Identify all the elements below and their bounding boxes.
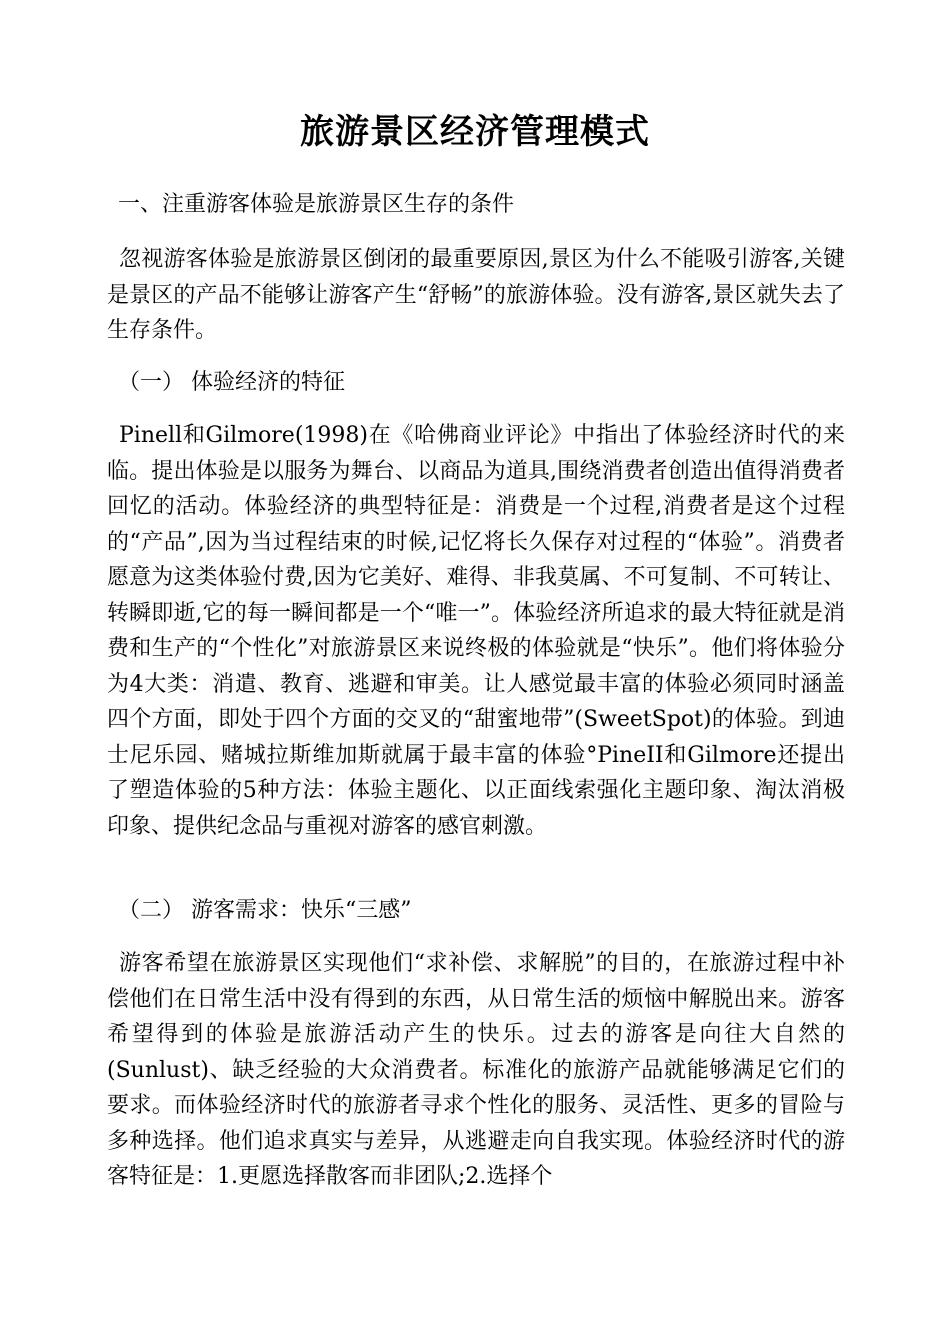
subsection-heading: （一） 体验经济的特征: [118, 370, 345, 395]
subsection-heading: （二） 游客需求：快乐“三感”: [118, 898, 412, 923]
paragraph: 游客希望在旅游景区实现他们“求补偿、求解脱”的目的，在旅游过程中补偿他们在日常生活中没有得到的东西，从日常生活的烦恼中解脱出来。游客希望得到的体验是旅游活动产生的快乐。过去的游客是向往大自然的(Sunlust)、缺乏经验的大众消费者。标准化的旅游产品就能够满足它们的要求。而体验经济时代的旅游者寻求个性化的服务、灵活性、更多的冒险与多种选择。他们追求真实与差异，从逃避走向自我实现。体验经济时代的游客特征是：1.更愿选择散客而非团队;2.选择个: [107, 951, 845, 1189]
section-heading: 一、注重游客体验是旅游景区生存的条件: [118, 192, 515, 217]
document-title: 旅游景区经济管理模式: [300, 112, 650, 152]
paragraph: Pinell和Gilmore(1998)在《哈佛商业评论》中指出了体验经济时代的来临。提出体验是以服务为舞台、以商品为道具,围绕消费者创造出值得消费者回忆的活动。体验经济的典型特征是：消费是一个过程,消费者是这个过程的“产品”,因为当过程结束的时候,记忆将长久保存对过程的“体验”。消费者愿意为这类体验付费,因为它美好、难得、非我莫属、不可复制、不可转让、转瞬即逝,它的每一瞬间都是一个“唯一”。体验经济所追求的最大特征就是消费和生产的“个性化”对旅游景区来说终极的体验就是“快乐”。他们将体验分为4大类：消遣、教育、逃避和审美。让人感觉最丰富的体验必须同时涵盖四个方面，即处于四个方面的交叉的“甜蜜地带”(SweetSpot)的体验。到迪士尼乐园、赌城拉斯维加斯就属于最丰富的体验°PineII和Gilmore还提出了塑造体验的5种方法：体验主题化、以正面线索强化主题印象、淘汰消极印象、提供纪念品与重视对游客的感官刺激。: [107, 423, 845, 839]
paragraph: 忽视游客体验是旅游景区倒闭的最重要原因,景区为什么不能吸引游客,关键是景区的产品不能够让游客产生“舒畅”的旅游体验。没有游客,景区就失去了生存条件。: [107, 247, 845, 343]
